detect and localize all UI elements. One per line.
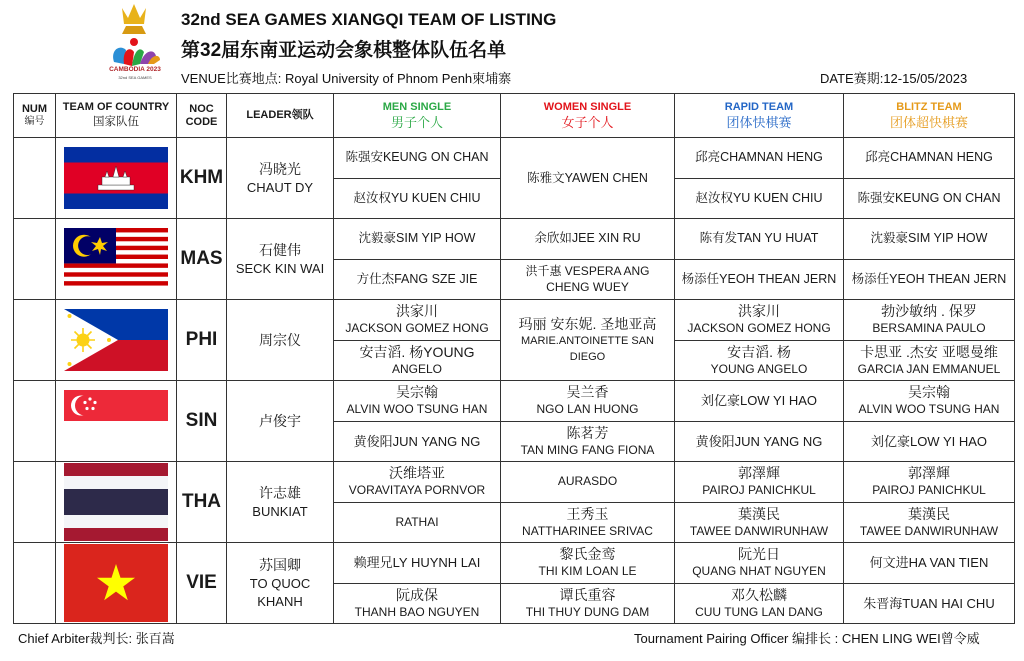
rapid-player: 安吉滔. 杨 YOUNG ANGELO	[675, 340, 844, 381]
rapid-player: 刘亿豪LOW YI HAO	[675, 381, 844, 422]
men-player: 吴宗翰 ALVIN WOO TSUNG HAN	[334, 381, 501, 422]
flag-cell	[56, 219, 177, 300]
blitz-player: 吴宗翰 ALVIN WOO TSUNG HAN	[844, 381, 1015, 422]
blitz-player: 郭澤輝 PAIROJ PANICHKUL	[844, 462, 1015, 503]
rapid-player: 葉漢民 TAWEE DANWIRUNHAW	[675, 502, 844, 543]
num-cell	[14, 219, 56, 300]
noc-code: VIE	[177, 543, 227, 624]
date-text: DATE赛期:12-15/05/2023	[820, 71, 968, 86]
table-row	[14, 138, 1015, 179]
noc-code: PHI	[177, 300, 227, 381]
philippines-flag-icon	[64, 309, 168, 371]
table-row	[14, 219, 1015, 260]
logo-text: CAMBODIA 2023	[109, 66, 161, 73]
column-num: NUM 编号	[14, 94, 56, 138]
title-english: 32nd SEA GAMES XIANGQI TEAM OF LISTING	[181, 10, 557, 29]
men-player: 黄俊阳JUN YANG NG	[334, 421, 501, 462]
rapid-player: 邓久松麟 CUU TUNG LAN DANG	[675, 583, 844, 624]
num-cell	[14, 138, 56, 219]
blitz-player: 葉漢民 TAWEE DANWIRUNHAW	[844, 502, 1015, 543]
men-player: 陈强安KEUNG ON CHAN	[334, 138, 501, 179]
men-player: 阮成保 THANH BAO NGUYEN	[334, 583, 501, 624]
rapid-player: 赵汝权YU KUEN CHIU	[675, 178, 844, 219]
women-player: 黎氏金鸾 THI KIM LOAN LE	[501, 543, 675, 584]
noc-code: SIN	[177, 381, 227, 462]
women-player: AURASDO	[501, 462, 675, 503]
flag-cell	[56, 381, 177, 462]
women-player: 吴兰香 NGO LAN HUONG	[501, 381, 675, 422]
blitz-player: 刘亿豪LOW YI HAO	[844, 421, 1015, 462]
vietnam-flag-icon	[64, 544, 168, 622]
blitz-player: 卡思亚 .杰安 亚嗯曼维 GARCIA JAN EMMANUEL	[844, 340, 1015, 381]
title-chinese: 第32届东南亚运动会象棋整体队伍名单	[181, 40, 507, 61]
rapid-player: 邱亮CHAMNAN HENG	[675, 138, 844, 179]
rapid-player: 杨添任YEOH THEAN JERN	[675, 259, 844, 300]
leader-cell: 周宗仪	[227, 300, 334, 381]
flag-cell	[56, 300, 177, 381]
rapid-player: 黄俊阳JUN YANG NG	[675, 421, 844, 462]
men-player: 赖理兄LY HUYNH LAI	[334, 543, 501, 584]
women-player: 余欣如JEE XIN RU	[501, 219, 675, 260]
thailand-flag-icon	[64, 463, 168, 541]
blitz-player: 勃沙敏纳 . 保罗 BERSAMINA PAULO	[844, 300, 1015, 341]
women-player: 洪千惠 VESPERA ANG CHENG WUEY	[501, 259, 675, 300]
logo-subtext: 32nd SEA GAMES	[118, 75, 152, 80]
blitz-player: 沈毅豪SIM YIP HOW	[844, 219, 1015, 260]
flag-cell	[56, 543, 177, 624]
num-cell	[14, 462, 56, 543]
column-noc-code: NOC CODE	[177, 94, 227, 138]
table-row	[14, 462, 1015, 503]
num-cell	[14, 300, 56, 381]
rapid-player: 郭澤輝 PAIROJ PANICHKUL	[675, 462, 844, 503]
blitz-player: 何文进HA VAN TIEN	[844, 543, 1015, 584]
men-player: 洪家川 JACKSON GOMEZ HONG	[334, 300, 501, 341]
team-roster-table	[13, 93, 1015, 624]
column-blitz-team: BLITZ TEAM 团体超快棋赛	[844, 94, 1015, 138]
noc-code: THA	[177, 462, 227, 543]
women-player: 王秀玉 NATTHARINEE SRIVAC	[501, 502, 675, 543]
men-player: 沈毅豪SIM YIP HOW	[334, 219, 501, 260]
num-cell	[14, 543, 56, 624]
malaysia-flag-icon	[64, 228, 168, 290]
women-player: 陈雅文YAWEN CHEN	[501, 138, 675, 219]
column-team-of-country: TEAM OF COUNTRY 国家队伍	[56, 94, 177, 138]
rapid-player: 洪家川 JACKSON GOMEZ HONG	[675, 300, 844, 341]
column-rapid-team: RAPID TEAM 团体快棋赛	[675, 94, 844, 138]
singapore-flag-icon	[64, 390, 168, 452]
table-row	[14, 543, 1015, 584]
column-women-single: WOMEN SINGLE 女子个人	[501, 94, 675, 138]
blitz-player: 邱亮CHAMNAN HENG	[844, 138, 1015, 179]
pairing-officer: Tournament Pairing Officer 编排长 : CHEN LING WEI曾令威	[634, 631, 980, 646]
column-leader: LEADER领队	[227, 94, 334, 138]
column-men-single: MEN SINGLE 男子个人	[334, 94, 501, 138]
rapid-player: 阮光日 QUANG NHAT NGUYEN	[675, 543, 844, 584]
noc-code: MAS	[177, 219, 227, 300]
rapid-player: 陈有发TAN YU HUAT	[675, 219, 844, 260]
women-player: 玛丽 安东妮. 圣地亚高 MARIE.ANTOINETTE SAN DIEGO	[501, 300, 675, 381]
leader-cell: 许志雄 BUNKIAT	[227, 462, 334, 543]
noc-code: KHM	[177, 138, 227, 219]
leader-cell: 冯晓光 CHAUT DY	[227, 138, 334, 219]
blitz-player: 朱晋海TUAN HAI CHU	[844, 583, 1015, 624]
men-player: 赵汝权YU KUEN CHIU	[334, 178, 501, 219]
chief-arbiter: Chief Arbiter裁判长: 张百嵩	[18, 631, 175, 646]
men-player: 方仕杰FANG SZE JIE	[334, 259, 501, 300]
leader-cell: 石健伟 SECK KIN WAI	[227, 219, 334, 300]
women-player: 谭氏重容 THI THUY DUNG DAM	[501, 583, 675, 624]
table-row	[14, 300, 1015, 341]
women-player: 陈茗芳 TAN MING FANG FIONA	[501, 421, 675, 462]
men-player: RATHAI	[334, 502, 501, 543]
blitz-player: 陈强安KEUNG ON CHAN	[844, 178, 1015, 219]
men-player: 安吉滔. 杨YOUNG ANGELO	[334, 340, 501, 381]
blitz-player: 杨添任YEOH THEAN JERN	[844, 259, 1015, 300]
cambodia-flag-icon	[64, 147, 168, 209]
header-row	[14, 94, 1015, 138]
leader-cell: 卢俊宇	[227, 381, 334, 462]
leader-cell: 苏国卿 TO QUOC KHANH	[227, 543, 334, 624]
men-player: 沃维塔亚 VORAVITAYA PORNVOR	[334, 462, 501, 503]
num-cell	[14, 381, 56, 462]
flag-cell	[56, 138, 177, 219]
venue-text: VENUE比赛地点: Royal University of Phnom Penh柬埔寨	[181, 71, 512, 86]
table-row	[14, 381, 1015, 422]
flag-cell	[56, 462, 177, 543]
